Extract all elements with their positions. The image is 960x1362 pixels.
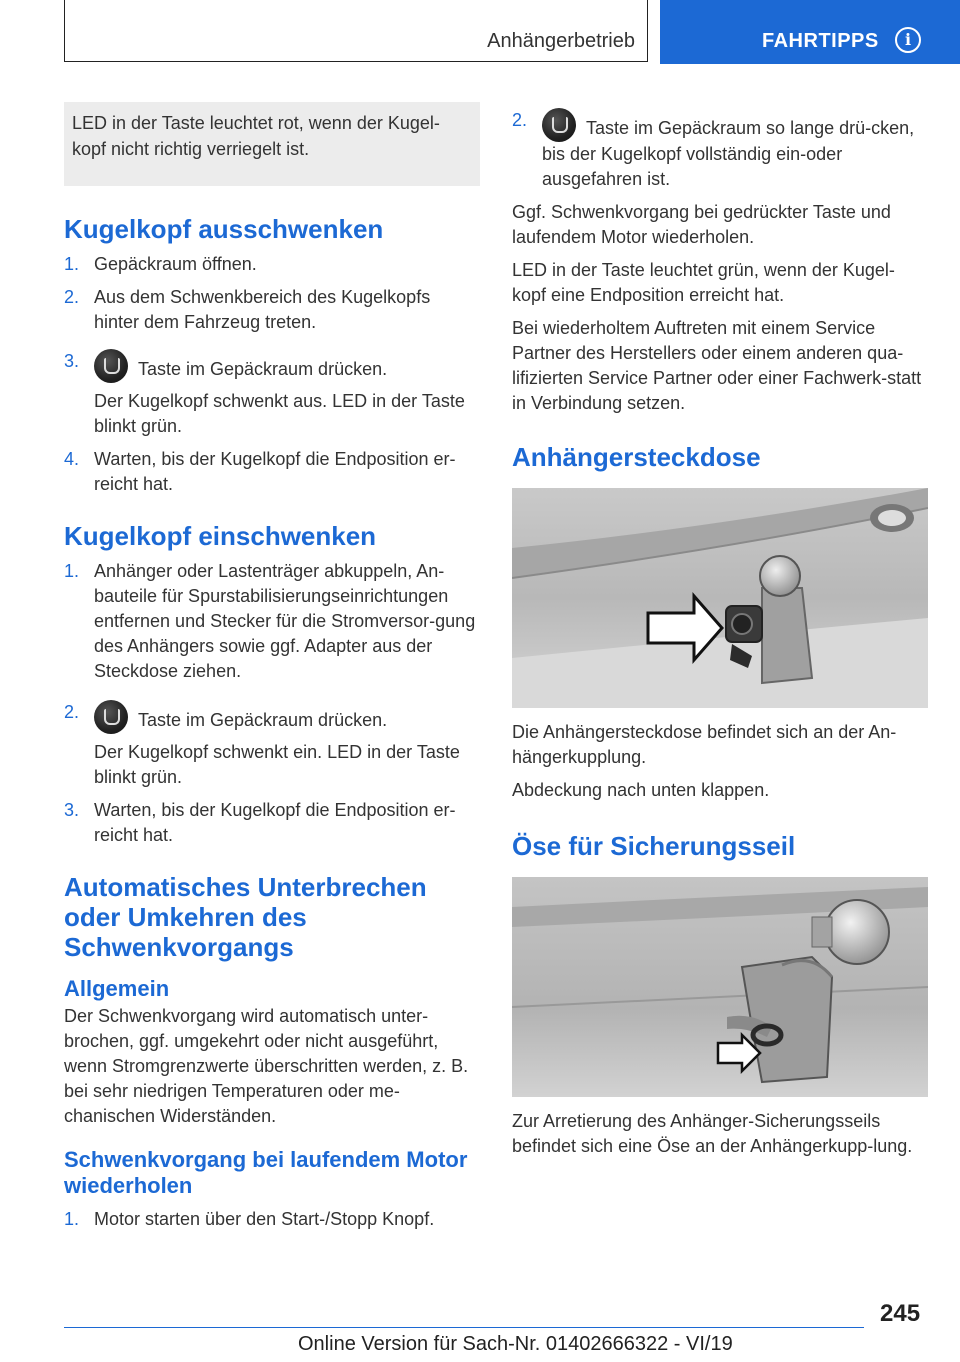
step-number: 1. bbox=[64, 1209, 80, 1229]
heading-automatisch: Automatisches Unterbrechen oder Umkehren des Schwenkvorgangs bbox=[64, 872, 427, 962]
step-text: Taste im Gepäckraum so lange drü-cken, bis der Kugelkopf vollständig ein-oder ausgefahren ist. bbox=[542, 118, 915, 189]
step-number: 3. bbox=[64, 351, 80, 371]
step-text: Taste im Gepäckraum drücken. bbox=[138, 710, 388, 730]
trailer-hitch-button-icon bbox=[94, 700, 128, 734]
step-number: 3. bbox=[64, 800, 80, 820]
header-section-title: Anhängerbetrieb bbox=[487, 30, 635, 52]
subheading-wiederholen: Schwenkvorgang bei laufendem Motor wiederholen bbox=[64, 1147, 468, 1198]
footer-online-version: Online Version für Sach-Nr. 01402666322 - VI/19 bbox=[298, 1333, 733, 1355]
left-column bbox=[64, 102, 480, 1232]
step-item bbox=[64, 252, 480, 277]
eye-illustration bbox=[512, 877, 928, 1097]
footer-divider bbox=[64, 1327, 864, 1328]
paragraph-socket-location: Die Anhängersteckdose befindet sich an der An-hängerkupplung. bbox=[512, 722, 897, 767]
step-item bbox=[512, 108, 928, 192]
step-item bbox=[64, 285, 480, 335]
paragraph-led-green: LED in der Taste leuchtet grün, wenn der Kugel-kopf eine Endposition erreicht hat. bbox=[512, 260, 895, 305]
heading-ausschwenken: Kugelkopf ausschwenken bbox=[64, 214, 384, 244]
step-item bbox=[64, 700, 480, 734]
step-text: Gepäckraum öffnen. bbox=[94, 254, 257, 274]
subheading-allgemein: Allgemein bbox=[64, 976, 170, 1001]
step-text: Aus dem Schwenkbereich des Kugelkopfs hinter dem Fahrzeug treten. bbox=[94, 287, 431, 332]
step-subtext: Der Kugelkopf schwenkt ein. LED in der Taste blinkt grün. bbox=[94, 742, 460, 787]
step-item bbox=[64, 447, 480, 497]
step-item bbox=[64, 1207, 480, 1232]
right-column bbox=[512, 108, 928, 1159]
step-number: 2. bbox=[512, 110, 528, 130]
info-icon[interactable]: i bbox=[895, 27, 921, 53]
step-text: Taste im Gepäckraum drücken. bbox=[138, 359, 388, 379]
heading-steckdose: Anhängersteckdose bbox=[512, 442, 761, 472]
paragraph-service: Bei wiederholtem Auftreten mit einem Service Partner des Herstellers oder einem anderen qua-lifizierten Service Partner oder einer Fachwerk-statt in Verbindung setzen. bbox=[512, 318, 922, 413]
step-number: 1. bbox=[64, 254, 80, 274]
heading-oese: Öse für Sicherungsseil bbox=[512, 831, 796, 861]
step-item bbox=[64, 349, 480, 383]
step-number: 4. bbox=[64, 449, 80, 469]
step-subtext: Der Kugelkopf schwenkt aus. LED in der Taste blinkt grün. bbox=[94, 391, 465, 436]
step-number: 1. bbox=[64, 561, 80, 581]
step-number: 2. bbox=[64, 702, 80, 722]
trailer-hitch-button-icon bbox=[94, 349, 128, 383]
paragraph-eye-purpose: Zur Arretierung des Anhänger-Sicherungsseils befindet sich eine Öse an der Anhängerkupp-lung. bbox=[512, 1111, 913, 1156]
trailer-hitch-button-icon bbox=[542, 108, 576, 142]
socket-illustration bbox=[512, 488, 928, 708]
steps-einschwenken bbox=[64, 559, 480, 848]
paragraph-repeat: Ggf. Schwenkvorgang bei gedrückter Taste und laufendem Motor wiederholen. bbox=[512, 202, 891, 247]
step-text: Motor starten über den Start-/Stopp Knopf. bbox=[94, 1209, 435, 1229]
step-text: Warten, bis der Kugelkopf die Endposition er-reicht hat. bbox=[94, 449, 456, 494]
header-chapter-tab[interactable] bbox=[660, 0, 960, 64]
steps-ausschwenken bbox=[64, 252, 480, 497]
paragraph-socket-cover: Abdeckung nach unten klappen. bbox=[512, 780, 770, 800]
step-item bbox=[64, 559, 480, 684]
heading-einschwenken: Kugelkopf einschwenken bbox=[64, 521, 377, 551]
step-item bbox=[64, 798, 480, 848]
page-number: 245 bbox=[880, 1300, 921, 1327]
step-number: 2. bbox=[64, 287, 80, 307]
step-text: Warten, bis der Kugelkopf die Endposition er-reicht hat. bbox=[94, 800, 456, 845]
header-section-box bbox=[64, 0, 648, 62]
note-box: LED in der Taste leuchtet rot, wenn der Kugel-kopf nicht richtig verriegelt ist. bbox=[64, 102, 480, 186]
step-text: Anhänger oder Lastenträger abkuppeln, An-bauteile für Spurstabilisierungseinrichtungen entfernen und Stecker für die Stromversor-gung des Anhängers sowie ggf. Adapter aus der Steckdose ziehen. bbox=[94, 561, 476, 681]
paragraph-allgemein: Der Schwenkvorgang wird automatisch unter-brochen, ggf. umgekehrt oder nicht ausgeführt, wenn Stromgrenzwerte überschritten werden, z. B. bei sehr niedrigen Temperaturen oder me-chanischen Widerständen. bbox=[64, 1006, 469, 1126]
header-chapter-label: FAHRTIPPS bbox=[762, 30, 879, 52]
